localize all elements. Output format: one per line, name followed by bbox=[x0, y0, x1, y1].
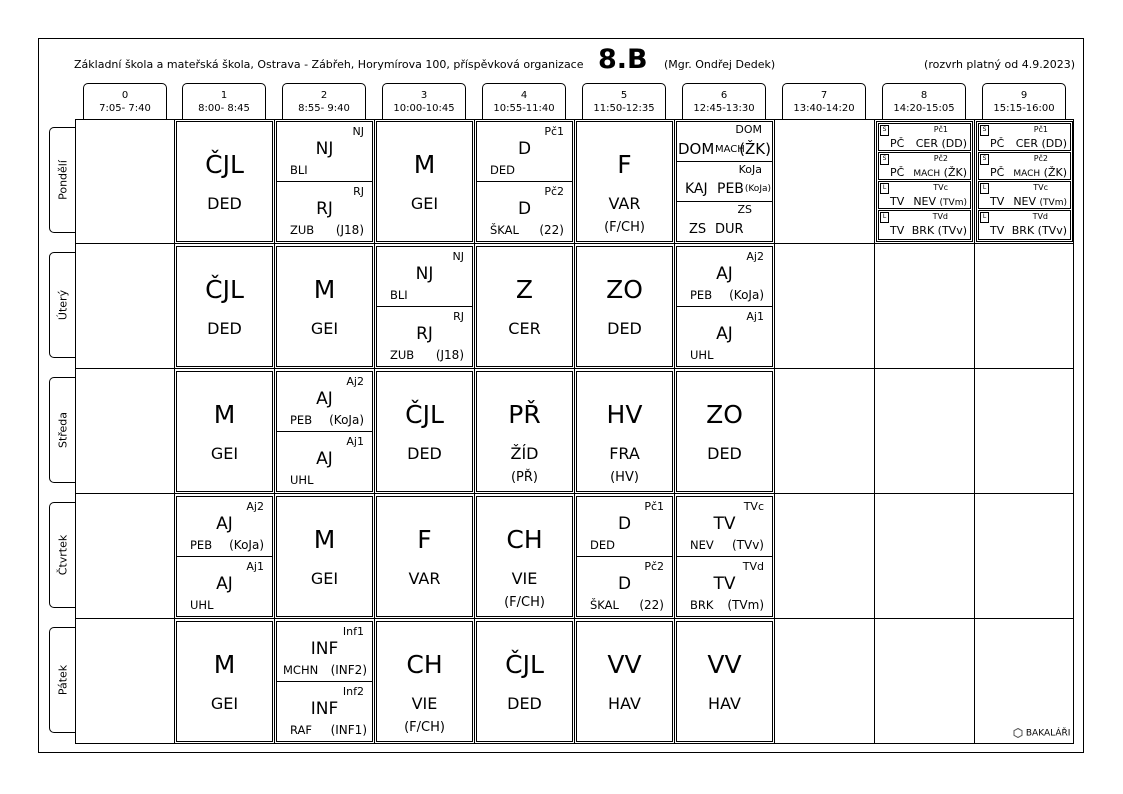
lesson-thu-1[interactable]: Aj2 AJ PEB (KoJa) Aj1 AJ UHL bbox=[176, 496, 273, 617]
lesson-wed-1[interactable]: M GEI bbox=[176, 371, 273, 492]
lesson-fri-3[interactable]: CH VIE (F/CH) bbox=[376, 621, 473, 742]
period-header-5: 5 11:50-12:35 bbox=[582, 83, 666, 119]
lesson-tue-2[interactable]: M GEI bbox=[276, 246, 373, 367]
lesson-mon-9[interactable] bbox=[976, 121, 1073, 242]
lesson-mon-8-slot[interactable]: S Pč1 PČ CER (DD) bbox=[878, 123, 971, 151]
grid-col-divider bbox=[974, 119, 975, 744]
period-header-9: 9 15:15-16:00 bbox=[982, 83, 1066, 119]
lesson-wed-6[interactable]: ZO DED bbox=[676, 371, 773, 492]
period-header-6: 6 12:45-13:30 bbox=[682, 83, 766, 119]
period-header-0: 0 7:05- 7:40 bbox=[83, 83, 167, 119]
lesson-thu-3[interactable]: F VAR bbox=[376, 496, 473, 617]
lesson-mon-8[interactable] bbox=[876, 121, 973, 242]
lesson-wed-3[interactable]: ČJL DED bbox=[376, 371, 473, 492]
period-header-3: 3 10:00-10:45 bbox=[382, 83, 466, 119]
class-name: 8.B bbox=[598, 44, 648, 75]
lesson-mon-9-slot[interactable]: S Pč1 PČ CER (DD) bbox=[978, 123, 1071, 151]
bakalari-logo: BAKALÁŘI bbox=[1013, 728, 1070, 739]
lesson-mon-8-slot[interactable]: L TVd TV BRK (TVv) bbox=[878, 210, 971, 240]
lesson-fri-2[interactable]: Inf1 INF MCHN (INF2) Inf2 INF RAF (INF1) bbox=[276, 621, 373, 742]
lesson-fri-4[interactable]: ČJL DED bbox=[476, 621, 573, 742]
grid-col-divider bbox=[474, 119, 475, 744]
lesson-tue-5[interactable]: ZO DED bbox=[576, 246, 673, 367]
class-teacher: (Mgr. Ondřej Dedek) bbox=[664, 58, 776, 71]
lesson-fri-1[interactable]: M GEI bbox=[176, 621, 273, 742]
lesson-wed-2[interactable]: Aj2 AJ PEB (KoJa) Aj1 AJ UHL bbox=[276, 371, 373, 492]
grid-col-divider bbox=[274, 119, 275, 744]
lesson-mon-9-slot[interactable]: L TVc TV NEV (TVm) bbox=[978, 181, 1071, 209]
lesson-fri-5[interactable]: VV HAV bbox=[576, 621, 673, 742]
lesson-tue-1[interactable]: ČJL DED bbox=[176, 246, 273, 367]
bakalari-hexagon-icon bbox=[1013, 728, 1023, 738]
grid-col-divider bbox=[874, 119, 875, 744]
day-label-thursday: Čtvrtek bbox=[49, 502, 75, 608]
lesson-tue-6[interactable]: Aj2 AJ PEB (KoJa) Aj1 AJ UHL bbox=[676, 246, 773, 367]
validity-note: (rozvrh platný od 4.9.2023) bbox=[924, 58, 1075, 71]
period-header-4: 4 10:55-11:40 bbox=[482, 83, 566, 119]
day-label-friday: Pátek bbox=[49, 627, 75, 733]
lesson-wed-5[interactable]: HV FRA (HV) bbox=[576, 371, 673, 492]
period-header-8: 8 14:20-15:05 bbox=[882, 83, 966, 119]
day-label-monday: Pondělí bbox=[49, 127, 75, 233]
school-name: Základní škola a mateřská škola, Ostrava - Zábřeh, Horymírova 100, příspěvková organizace bbox=[74, 58, 584, 71]
lesson-thu-4[interactable]: CH VIE (F/CH) bbox=[476, 496, 573, 617]
grid-col-divider bbox=[574, 119, 575, 744]
grid-col-divider bbox=[674, 119, 675, 744]
lesson-mon-6[interactable]: DOM DOM MACH (ŽK) KoJa KAJ PEB (KoJa) ZS ZS DUR bbox=[676, 121, 773, 242]
lesson-thu-6[interactable]: TVc TV NEV (TVv) TVd TV BRK (TVm) bbox=[676, 496, 773, 617]
period-header-2: 2 8:55- 9:40 bbox=[282, 83, 366, 119]
lesson-fri-6[interactable]: VV HAV bbox=[676, 621, 773, 742]
lesson-thu-5[interactable]: Pč1 D DED Pč2 D ŠKAL (22) bbox=[576, 496, 673, 617]
day-label-tuesday: Úterý bbox=[49, 252, 75, 358]
lesson-thu-2[interactable]: M GEI bbox=[276, 496, 373, 617]
lesson-mon-1[interactable]: ČJL DED bbox=[176, 121, 273, 242]
grid-col-divider bbox=[174, 119, 175, 744]
lesson-mon-9-slot[interactable]: L TVd TV BRK (TVv) bbox=[978, 210, 1071, 240]
lesson-wed-4[interactable]: PŘ ŽÍD (PŘ) bbox=[476, 371, 573, 492]
lesson-mon-4[interactable]: Pč1 D DED Pč2 D ŠKAL (22) bbox=[476, 121, 573, 242]
lesson-mon-3[interactable]: M GEI bbox=[376, 121, 473, 242]
day-label-wednesday: Středa bbox=[49, 377, 75, 483]
lesson-mon-2[interactable]: NJ NJ BLI RJ RJ ZUB (J18) bbox=[276, 121, 373, 242]
lesson-tue-4[interactable]: Z CER bbox=[476, 246, 573, 367]
lesson-mon-8-slot[interactable]: S Pč2 PČ MACH (ŽK) bbox=[878, 152, 971, 180]
period-header-1: 1 8:00- 8:45 bbox=[182, 83, 266, 119]
grid-col-divider bbox=[774, 119, 775, 744]
grid-col-divider bbox=[374, 119, 375, 744]
lesson-tue-3[interactable]: NJ NJ BLI RJ RJ ZUB (J18) bbox=[376, 246, 473, 367]
lesson-mon-5[interactable]: F VAR (F/CH) bbox=[576, 121, 673, 242]
period-header-7: 7 13:40-14:20 bbox=[782, 83, 866, 119]
lesson-mon-8-slot[interactable]: L TVc TV NEV (TVm) bbox=[878, 181, 971, 209]
lesson-mon-9-slot[interactable]: S Pč2 PČ MACH (ŽK) bbox=[978, 152, 1071, 180]
